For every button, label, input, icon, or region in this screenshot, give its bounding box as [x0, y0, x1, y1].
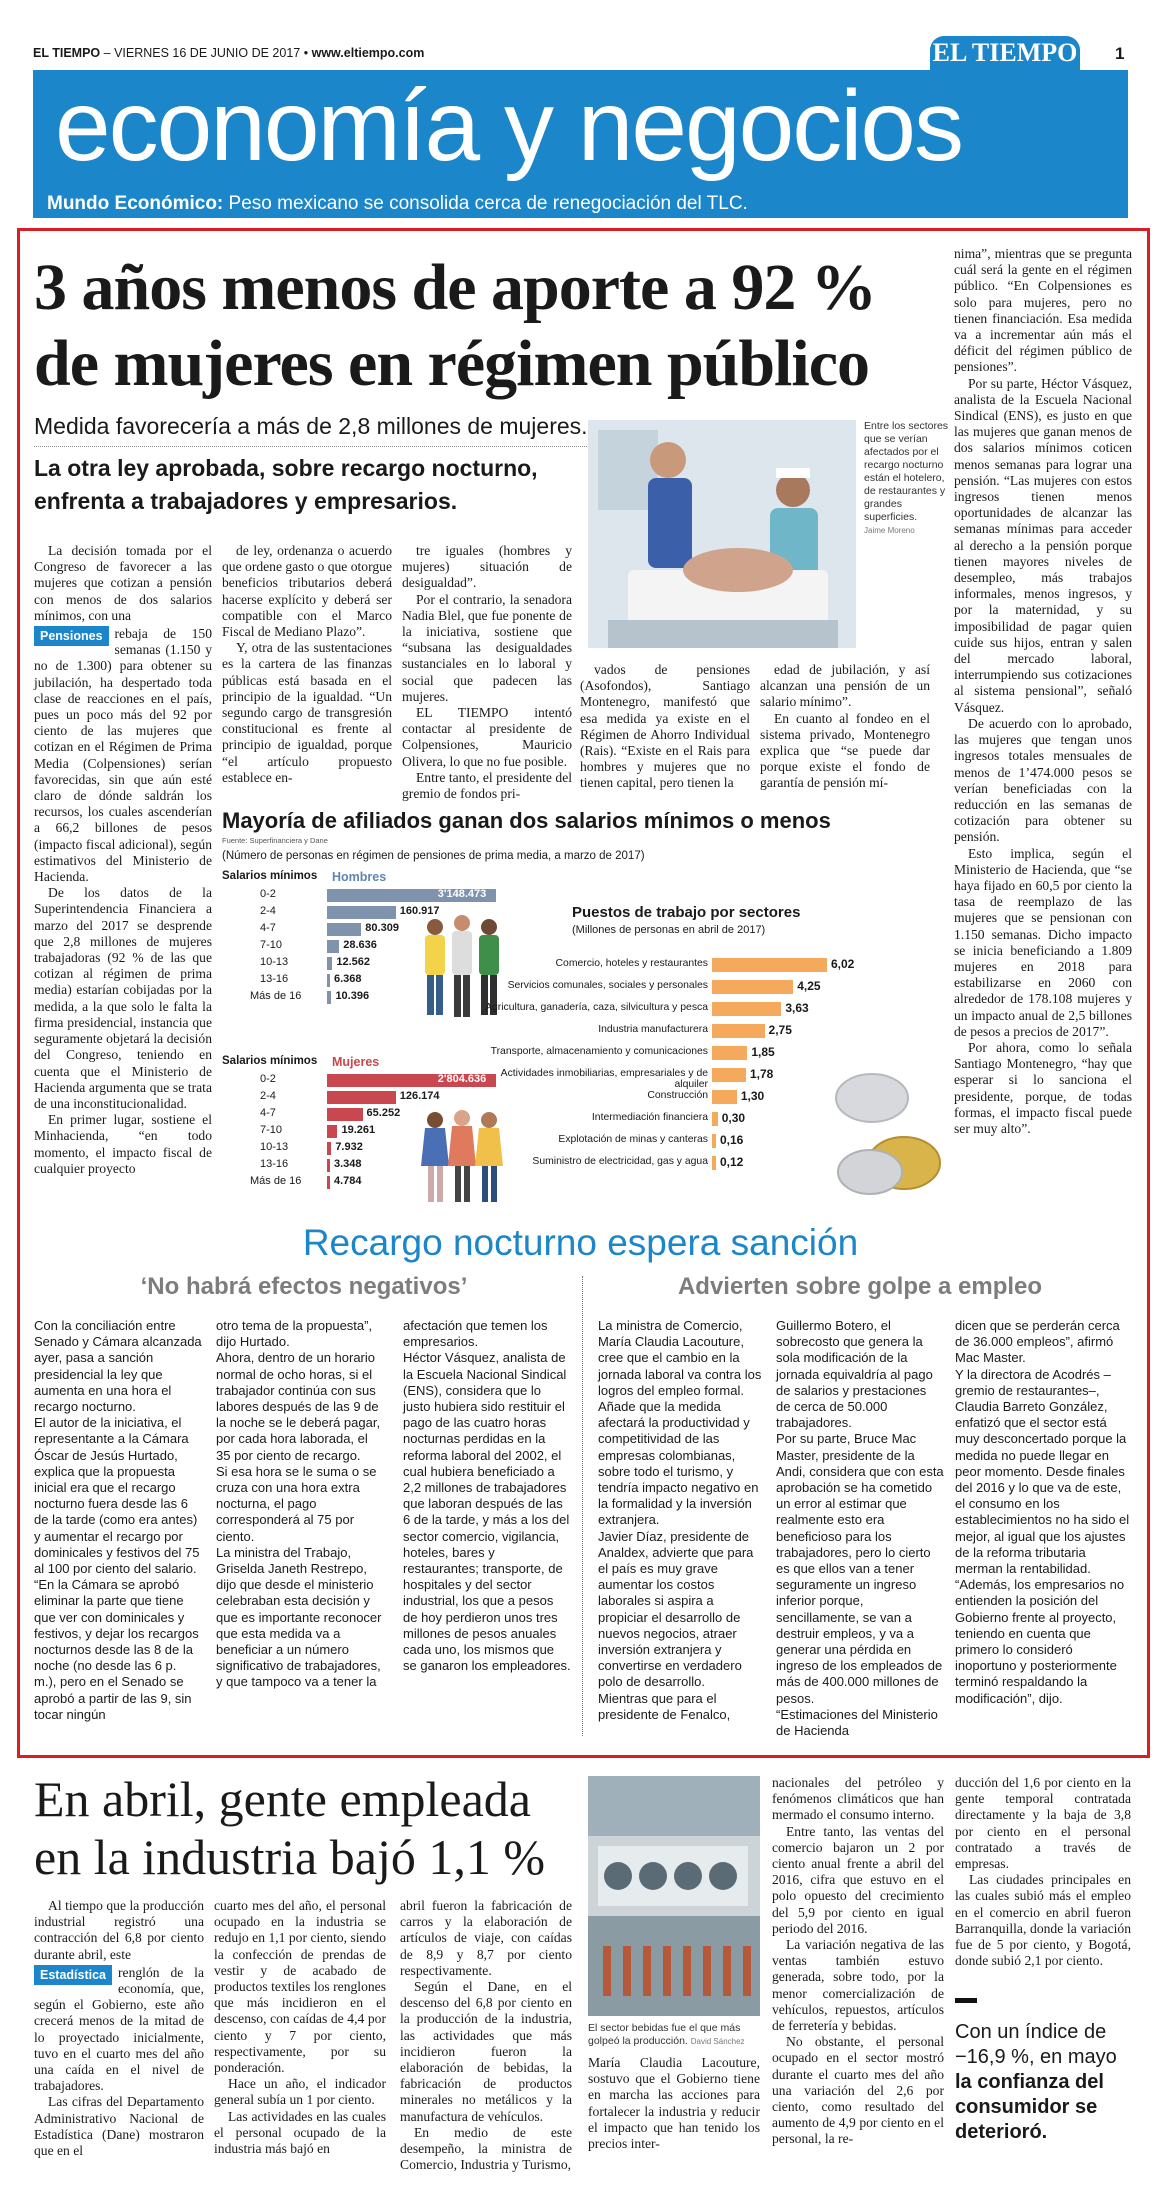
sector-value-label: 1,78	[750, 1067, 774, 1081]
deck-line-2: enfrenta a trabajadores y empresarios.	[34, 488, 458, 514]
sector-bar-chart	[452, 956, 882, 1196]
second-col3	[400, 1898, 572, 2198]
paragraph: En cuanto al fondeo en el sistema privado, Montenegro explica que “se puede dar porque existe el fondo de garantía de pensión mí-	[760, 710, 930, 791]
sector-label: Intermediación financiera	[591, 1112, 708, 1123]
sector-value-label: 3,63	[785, 1001, 809, 1015]
paragraph: Por ahora, como lo señala Santiago Montenegro, “hay que esperar si lo sanciona el presidente, porque, de todas formas, el impacto fiscal puede ser muy alto”.	[954, 1039, 1132, 1136]
women-header: Mujeres	[332, 1055, 380, 1069]
paragraph: de ley, ordenanza o acuerdo que ordene gasto o que otorgue beneficios tributarios deberá hacerse explícito y deberá ser compatible con el Marco Fiscal de Mediano Plazo”.	[222, 543, 393, 640]
men-value-label: 28.636	[343, 939, 377, 951]
women-bar	[327, 1159, 330, 1172]
paragraph: Ahora, dentro de un horario normal de ocho horas, si el trabajador continúa con sus labores después de las 9 de la noche se le deberá pagar, por cada hora laborada, el 35 por ciento de recargo.	[216, 1350, 381, 1463]
main-body-col1	[34, 543, 212, 1213]
men-value-label: 3'148.473	[437, 888, 487, 900]
recargo-right-head: Advierten sobre golpe a empleo	[677, 1273, 1043, 1300]
paragraph: ducción del 1,6 por ciento en la gente temporal contratada directamente y la baja de 3,8 por ciento en el personal contratado a través de empresas.	[955, 1775, 1131, 1872]
sector-bar	[712, 1134, 716, 1148]
sector-bar	[712, 1002, 781, 1016]
main-body-col2	[222, 543, 392, 793]
paragraph: Añade que la medida afectará la productividad y competitividad de las empresas colombianas, sobre todo el turismo, y tendría impacto negativo en la formalidad y la inversión extranjera.	[598, 1399, 759, 1528]
second-headline-line-2: en la industria bajó 1,1 %	[34, 1829, 545, 1885]
paragraph: nima”, mientras que se pregunta cuál será la gente en el régimen público. “En Colpensiones es solo para mujeres, pero no tienen financiación. Esa medida va a incrementar aún más el déficit del régimen público de pensiones”.	[954, 246, 1132, 375]
sector-value-label: 0,12	[720, 1155, 744, 1169]
sector-label: Transporte, almacenamiento y comunicaciones	[490, 1046, 708, 1057]
paragraph: De los datos de la Superintendencia Financiera a marzo del 2017 se desprende que 2,8 millones de mujeres trabajadoras (92 % de las que cotizan al régimen de prima media) estarían cobijadas por la medida, a la que solo le falta la firma presidencial, instancia que seguramente objetará la decisión del Congreso, teniendo en cuenta que el Ministerio de Hacienda argumenta que se trata de una inconstitucionalidad.	[34, 885, 212, 1111]
women-bar	[327, 1091, 396, 1104]
sector-label: Agricultura, ganadería, caza, silvicultura y pesca	[485, 1002, 708, 1013]
women-value-label: 65.252	[366, 1107, 401, 1119]
sector-label: Comercio, hoteles y restaurantes	[555, 958, 708, 969]
sector-label: Industria manufacturera	[598, 1024, 708, 1035]
sector-bar	[712, 958, 827, 972]
paragraph: EL TIEMPO intentó contactar al presidente de Colpensiones, Mauricio Olivera, lo que no fue posible.	[402, 705, 572, 769]
men-category-label: 13-16	[260, 973, 289, 985]
headline-line-2: de mujeres en régimen público	[34, 327, 870, 400]
sector-bar	[712, 1024, 765, 1038]
paragraph: Por el contrario, la senadora Nadia Blel, que fue ponente de la iniciativa, sostiene que “subsana las desigualdades sustanciales en lo laboral y social que padecen las mujeres.	[402, 591, 572, 704]
main-body-col3	[402, 543, 572, 802]
factory-illustration	[588, 1776, 760, 2016]
men-category-label: 4-7	[260, 922, 276, 934]
photo-credit: Jaime Moreno	[864, 526, 915, 535]
paragraph: La variación negativa de las ventas también estuvo generada, sobre todo, por la menor comercialización de vehículos, repuestos, artículos de ferretería y bebidas.	[772, 1937, 944, 2034]
site-link[interactable]: www.eltiempo.com	[311, 46, 425, 60]
paragraph: Héctor Vásquez, analista de la Escuela Nacional Sindical (ENS), considera que lo justo hubiera sido restituir el pago de las cuatro horas nocturnas perdidas en la reforma laboral del 2002, el cual hubiera beneficiado a 2,2 millones de trabajadores que laboran después de las 6 de la tarde, y más a los del sector comercio, vigilancia, hoteles, bares y restaurantes; transporte, de hospitales y del sector industrial, los que a pesos de hoy perdieron unos tres millones de pesos anuales cada uno, los mismos que se ganaron los empleadores.	[403, 1350, 571, 1674]
recargo-title: Recargo nocturno espera sanción	[302, 1222, 859, 1263]
men-value-label: 10.396	[335, 990, 370, 1002]
hospital-photo	[588, 420, 856, 648]
men-category-label: 10-13	[260, 956, 289, 968]
paragraph: De acuerdo con lo aprobado, las mujeres que tengan unos ingresos totales mensuales de menos de 1’474.000 pesos se verían beneficiadas con la reducción en las semanas de cotización para obtener su pensión.	[954, 715, 1132, 845]
paragraph: Las cifras del Departamento Administrativo Nacional de Estadística (Dane) mostraron que en el	[34, 2094, 204, 2159]
women-bar	[327, 1176, 330, 1189]
women-category-label: 7-10	[260, 1124, 283, 1136]
women-category-label: 13-16	[260, 1158, 289, 1170]
paragraph: renglón de la economía, que, según el Gobierno, este año crecerá menos de la mitad de lo proyectado inicialmente, tuvo en el cuarto mes del año una caída en el nivel de trabajadores.	[34, 1964, 204, 2094]
recargo-right-col1	[598, 1318, 766, 1738]
sector-value-label: 2,75	[768, 1023, 792, 1037]
paragraph: Por su parte, Bruce Mac Master, presidente de la Andi, considera que con esta aprobación se ha cometido un error al estimar que realmente esto era beneficioso para los trabajadores, pero lo cierto es que ellos van a tener seguramente un ingreso inferior porque, sencillamente, se van a destruir empleos, y va a generar una pérdida en ingreso de los empleados de más de 400.000 millones de pesos.	[776, 1431, 944, 1706]
photo-caption	[864, 420, 956, 537]
recargo-right-col2	[776, 1318, 944, 1738]
women-value-label: 7.932	[335, 1141, 363, 1153]
men-header: Hombres	[332, 870, 387, 884]
women-bar	[327, 1125, 337, 1138]
paragraph: Las ciudades principales en las cuales subió más el empleo en el comercio en abril fueron Barranquilla, donde la variación fue de 5 por ciento, y Bogotá, donde subió 2,1 por ciento.	[955, 1872, 1131, 1969]
sector-bar	[712, 1090, 737, 1104]
subhead: Medida favorecería a más de 2,8 millones de mujeres.	[34, 413, 588, 439]
men-category-label: 0-2	[260, 888, 276, 900]
women-category-label: 2-4	[260, 1090, 276, 1102]
subhead-divider	[34, 446, 589, 447]
paragraph: Entre tanto, las ventas del comercio bajaron un 2 por ciento anual frente a abril del 2016, cifra que estuvo en el polo opuesto del crecimiento del 5,9 por ciento en igual periodo del 2016.	[772, 1823, 944, 1936]
sector-value-label: 1,30	[740, 1089, 765, 1103]
men-category-label: 2-4	[260, 905, 276, 917]
infographic-source: Fuente: Superfinanciera y Dane	[222, 836, 328, 845]
main-body-col5	[760, 662, 930, 792]
estadistica-tag: Estadística	[34, 1965, 112, 1985]
section-title: economía y negocios	[55, 70, 963, 182]
paragraph: Javier Díaz, presidente de Analdex, advierte que para el país es muy grave aumentar los costos laborales si aspira a propiciar el desarrollo de nuevos negocios, atraer inversión extranjera y convertirse en verdadero polo de desarrollo.	[598, 1528, 754, 1690]
women-category-label: 10-13	[260, 1141, 289, 1153]
women-value-label: 3.348	[334, 1158, 362, 1170]
sector-value-label: 0,30	[721, 1111, 746, 1125]
masthead-strip: EL TIEMPO – VIERNES 16 DE JUNIO DE 2017 • www.eltiempo.com	[33, 46, 425, 60]
men-value-label: 6.368	[334, 973, 362, 985]
paragraph: vados de pensiones (Asofondos), Santiago Montenegro, manifestó que esa medida ya existe en el Régimen de Ahorro Individual (Rais). “Existe en el Rais para hombres y mujeres que no tienen capital, pero tienen la	[580, 662, 750, 791]
women-value-label: 4.784	[334, 1175, 362, 1187]
men-bar	[327, 940, 339, 953]
paragraph: En primer lugar, sostiene el Minhacienda, “en todo momento, el impacto fiscal de cualquier proyecto	[34, 1112, 212, 1176]
sector-value-label: 6,02	[831, 957, 855, 971]
factory-caption-text: El sector bebidas fue el que más golpeó la producción.	[588, 2022, 741, 2047]
women-category-label: 4-7	[260, 1107, 276, 1119]
factory-photo-credit: David Sánchez	[690, 2037, 745, 2046]
factory-photo	[588, 1776, 760, 2016]
paragraph: Según el Dane, en el descenso del 6,8 por ciento en la producción de la industria, las actividades que más incidieron fueron la elaboración de bebidas, la fabricación de productos minerales no metálicos y la manufactura de vehículos.	[400, 1979, 572, 2124]
men-bar	[327, 906, 396, 919]
paragraph: cuarto mes del año, el personal ocupado en la industria se redujo en 1,1 por ciento, siendo la confección de prendas de vestir y de acabado de productos textiles los renglones que más incidieron en el descenso, con caídas de 4,4 por ciento y 7 por ciento, respectivamente, por su ponderación.	[214, 1898, 386, 2076]
recargo-right-col3	[955, 1318, 1133, 1738]
paragraph: abril fueron la fabricación de carros y la elaboración de artículos de viaje, con caídas de 8,9 y 8,7 por ciento respectivamente.	[400, 1898, 572, 1978]
recargo-left-col3	[403, 1318, 571, 1738]
recargo-left-col1	[34, 1318, 202, 1738]
paragraph: Con la conciliación entre Senado y Cámara alcanzada ayer, pasa a sanción presidencial la ley que aumenta en una hora el recargo nocturno.	[34, 1318, 202, 1415]
paragraph: La ministra del Trabajo, Griselda Janeth Restrepo, dijo que desde el ministerio celebraban esta decisión y que es importante reconocer que esta medida va a beneficiar a un número significativo de trabajadores, y que tampoco va a tener la	[216, 1544, 382, 1690]
main-body-col4	[580, 662, 750, 792]
second-headline-line-1: En abril, gente empleada	[34, 1771, 531, 1827]
sector-bar	[712, 1046, 747, 1060]
women-bar	[327, 1108, 363, 1121]
paragraph: Y, otra de las sustentaciones es la cartera de las finanzas públicas está basada en el principio de la igualdad. “Un segundo cargo de transgresión constitucional es frente al principio de igualdad, porque “el artículo propuesto establece en-	[222, 640, 392, 785]
sector-bar	[712, 1068, 746, 1082]
sector-label: Actividades inmobiliarias, empresariales y de alquiler	[500, 1068, 708, 1090]
paragraph: Si esa hora se le suma o se cruza con una hora extra nocturna, el pago corresponderá al 75 por ciento.	[216, 1463, 377, 1544]
paragraph: El autor de la iniciativa, el representante a la Cámara Óscar de Jesús Hurtado, explica que la propuesta inicial era que el recargo nocturno fuera desde las 6 de la tarde (como era antes) y aumentar el recargo por dominicales y festivos del 75 al 100 por ciento del salario.	[34, 1415, 200, 1577]
brief-light: Con un índice de −16,9 %, en mayo	[955, 2021, 1117, 2068]
ticker-link[interactable]: Peso mexicano se consolida cerca de renegociación del TLC.	[228, 193, 748, 214]
paragraph: edad de jubilación, y así alcanzan una pensión de un salario mínimo”.	[760, 662, 930, 710]
infographic	[222, 808, 947, 1208]
infographic-subtitle: (Número de personas en régimen de pensiones de prima media, a marzo de 2017)	[222, 850, 645, 862]
men-category-label: 7-10	[260, 939, 283, 951]
paragraph: afectación que temen los empresarios.	[403, 1318, 548, 1350]
men-bar	[327, 923, 361, 936]
paragraph: María Claudia Lacouture, sostuvo que el Gobierno tiene en marcha las acciones para fortalecer la industria y reducir el impacto que han tenido los precios inter-	[588, 2055, 760, 2152]
ticker	[33, 190, 1128, 218]
paragraph: La ministra de Comercio, María Claudia Lacouture, cree que el cambio en la jornada laboral va contra los logros del empleo formal.	[598, 1318, 762, 1398]
logo: EL TIEMPO	[930, 36, 1080, 70]
brand-line: EL TIEMPO	[33, 46, 101, 60]
recargo-divider	[582, 1276, 583, 1736]
headline-line-1: 3 años menos de aporte a 92 %	[34, 251, 876, 324]
pensiones-tag: Pensiones	[34, 626, 109, 646]
second-col6	[955, 1775, 1131, 1995]
coins-illustration	[832, 1068, 944, 1198]
paragraph: Las actividades en las cuales el personal ocupado de la industria más bajó en	[214, 2108, 386, 2157]
paragraph: Por su parte, Héctor Vásquez, analista de la Escuela Nacional Sindical (ENS), es justo en que las mujeres que ganan menos de dos salarios mínimos coticen menos semanas para lograr una pensión. “Las mujeres con estos ingresos tienen menos oportunidades de alcanzar las semanas mínimas para acceder al derecho a la pensión porque tienen mayores niveles de desempleo, más trabajos informales, menos ingresos, y por la maternidad, y su imposibilidad de pagar quien cuide sus hijos, entran y salen del mercado laboral, interrumpiendo sus cotizaciones al sistema pensional”, señaló Vásquez.	[954, 375, 1132, 715]
men-bar	[327, 974, 330, 987]
consumer-brief	[955, 2020, 1135, 2145]
women-category-label: Más de 16	[250, 1175, 302, 1187]
recargo-left-col2	[216, 1318, 384, 1738]
paragraph: Esto implica, según el Ministerio de Hacienda, que “se haya fijado en 60,5 por ciento la tasa de reemplazo de las mujeres que se pensionan con 1.150 semanas. Dicho impacto se inicia beneficiando a 1.809 mujeres en 2018 para estabilizarse en 2060 con alrededor de 178.108 mujeres y un impacto anual de 2,5 billones de pesos a precios de 2017”.	[954, 845, 1132, 1039]
women-bar	[327, 1142, 331, 1155]
paragraph: tre iguales (hombres y mujeres) situación de desigualdad”.	[402, 543, 572, 591]
second-col5	[772, 1775, 944, 2195]
photo-illustration	[588, 420, 856, 648]
paragraph: Mientras que para el presidente de Fenalco,	[598, 1690, 731, 1722]
sector-bar	[712, 980, 793, 994]
deck-line-1: La otra ley aprobada, sobre recargo nocturno,	[34, 455, 538, 481]
paragraph: No obstante, el personal ocupado en el sector mostró durante el cuarto mes del año una variación del 2,6 por ciento, como resultado del aumento de 4,9 por ciento en el personal, la re-	[772, 2034, 944, 2147]
paragraph: “Estimaciones del Ministerio de Hacienda	[776, 1706, 938, 1739]
men-axis-header: Salarios mínimos	[222, 870, 318, 882]
sector-label: Suministro de electricidad, gas y agua	[532, 1156, 708, 1167]
men-category-label: Más de 16	[250, 990, 302, 1002]
factory-caption	[588, 2022, 760, 2048]
paragraph: Guillermo Botero, el sobrecosto que genera la sola modificación de la jornada equivaldría al pago de salarios y prestaciones de cerca de 50.000 trabajadores.	[776, 1318, 933, 1431]
paragraph: rebaja de 150 semanas (1.150 y no de 1.300) para obtener su jubilación, ha despertado toda clase de reacciones en el país, pues un poco más del 92 por ciento de las mujeres que cotizan en el Régimen de Prima Media (Colpensiones) serían favorecidas, sin que aún esté claro de dónde saldrán los recursos, los cuales ascenderían a 66,2 billones de pesos (impacto fiscal adicional), según estimativos del Ministerio de Hacienda.	[34, 626, 212, 885]
paragraph: La decisión tomada por el Congreso de favorecer a las mujeres que cotizan a pensión con menos de dos salarios mínimos, con una	[34, 543, 212, 623]
second-col1	[34, 1898, 204, 2198]
sector-bar	[712, 1156, 716, 1170]
sector-label: Explotación de minas y canteras	[558, 1134, 708, 1145]
paragraph: Entre tanto, el presidente del gremio de fondos pri-	[402, 769, 572, 802]
brief-bold: la confianza del consumidor se deterioró.	[955, 2071, 1104, 2143]
men-value-label: 160.917	[399, 905, 440, 917]
paragraph: En medio de este desempeño, la ministra de Comercio, Industria y Turismo,	[400, 2124, 572, 2173]
paragraph: “En la Cámara se aprobó eliminar la parte que tiene que ver con dominicales y festivos, y dejar los recargos nocturnos desde las 8 de la noche (no desde las 6 p. m.), pero en el Senado se aprobó a partir de las 9, sin tocar ningún	[34, 1577, 199, 1722]
women-value-label: 19.261	[341, 1124, 376, 1136]
men-value-label: 80.309	[365, 922, 399, 934]
photo-caption-text: Entre los sectores que se verían afectados por el recargo nocturno están el hotelero, de restaurantes y grandes superficies.	[864, 420, 949, 523]
deck	[34, 452, 594, 518]
women-value-label: 2'804.636	[437, 1073, 487, 1085]
women-axis-header: Salarios mínimos	[222, 1055, 318, 1067]
sector-label: Servicios comunales, sociales y personales	[507, 980, 708, 991]
men-bar	[327, 991, 331, 1004]
infographic-title: Mayoría de afiliados ganan dos salarios mínimos o menos	[222, 808, 831, 833]
women-category-label: 0-2	[260, 1073, 276, 1085]
paragraph: Al tiempo que la producción industrial registró una contracción del 6,8 por ciento durante abril, este	[34, 1898, 204, 1962]
sector-value-label: 1,85	[751, 1045, 775, 1059]
paragraph: dicen que se perderán cerca de 36.000 empleos”, afirmó Mac Master.	[955, 1318, 1120, 1366]
date-line: VIERNES 16 DE JUNIO DE 2017	[114, 46, 301, 60]
second-headline	[34, 1770, 594, 1886]
paragraph: Y la directora de Acodrés –gremio de restaurantes–, Claudia Barreto González, enfatizó que el sector está muy desconcertado porque la medida no puede llegar en peor momento. Desde finales del 2016 y lo que va de este, el consumo en los establecimientos no ha sido el mejor, al igual que los ajustes de la reforma tributaria merman la rentabilidad. “Además, los empresarios no entienden la posición del Gobierno frente al proyecto, teniendo en cuenta que primero lo consideró inoportuno y posteriormente terminó respaldando la modificación”, dijo.	[955, 1366, 1130, 1706]
sector-value-label: 4,25	[797, 979, 821, 993]
headline	[34, 250, 954, 402]
women-value-label: 126.174	[399, 1090, 440, 1102]
sector-value-label: 0,16	[720, 1133, 744, 1147]
paragraph: nacionales del petróleo y fenómenos climáticos que han mermado el consumo interno.	[772, 1775, 944, 1823]
men-value-label: 12.562	[336, 956, 371, 968]
sectors-title: Puestos de trabajo por sectores	[572, 904, 801, 921]
paragraph: Hace un año, el indicador general subía un 1 por ciento.	[214, 2076, 386, 2108]
second-col4	[588, 2055, 760, 2195]
brief-divider	[955, 1998, 977, 2003]
sectors-subtitle: (Millones de personas en abril de 2017)	[572, 924, 766, 936]
sector-bar	[712, 1112, 718, 1126]
men-bar	[327, 957, 332, 970]
ticker-label: Mundo Económico:	[47, 193, 224, 214]
recargo-left-head: ‘No habrá efectos negativos’	[140, 1273, 468, 1300]
second-col2	[214, 1898, 386, 2198]
paragraph: otro tema de la propuesta”, dijo Hurtado.	[216, 1318, 373, 1350]
page-number: 1	[1115, 44, 1125, 63]
main-body-right	[954, 246, 1132, 1221]
sector-label: Construcción	[647, 1090, 708, 1101]
